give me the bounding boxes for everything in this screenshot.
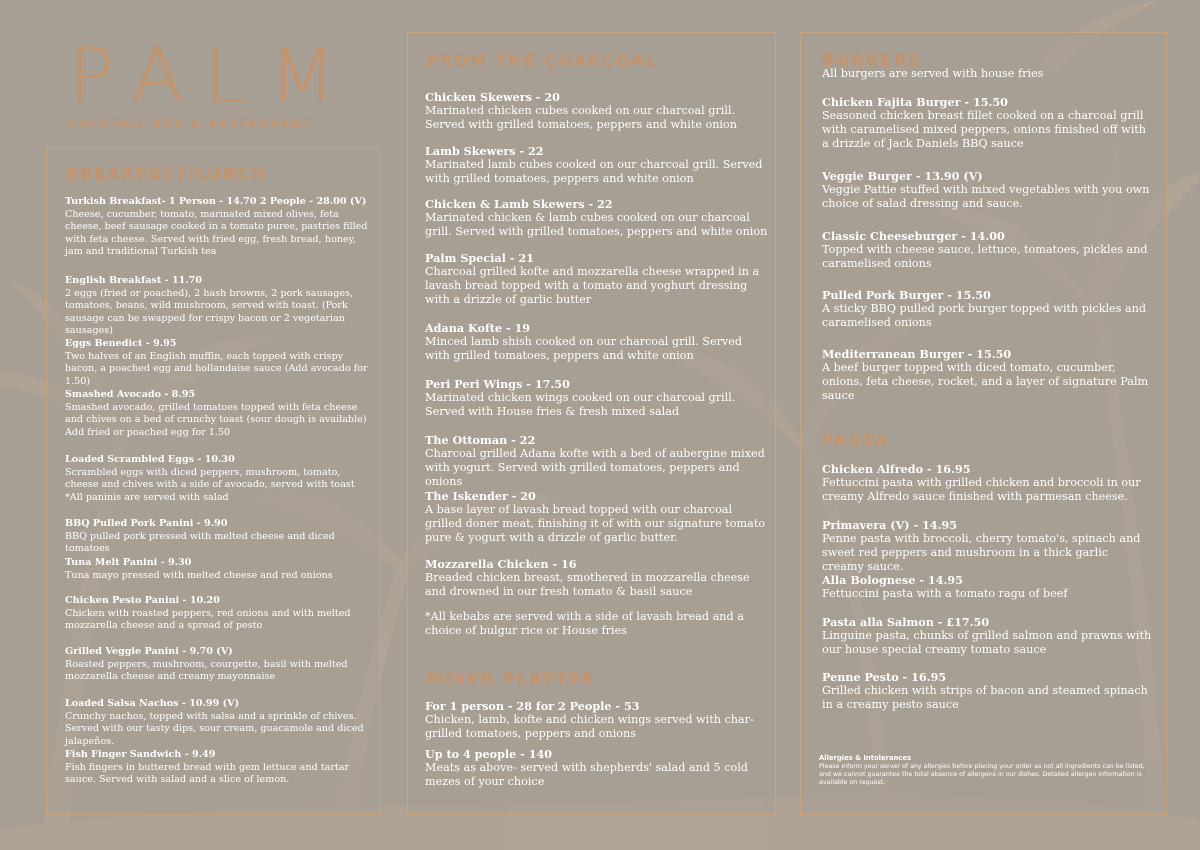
item-desc: Minced lamb shish cooked on our charcoal grill. Served with grilled tomatoes, peppers and white onion (425, 335, 743, 362)
menu-item (425, 699, 770, 741)
item-desc: Scrambled eggs with diced peppers, mushroom, tomato, cheese and chives with a side of avocado, served with toast *All paninis are served with salad (65, 466, 355, 503)
item-name: Lamb Skewers - 22 (425, 144, 544, 158)
item-name: Loaded Scrambled Eggs - 10.30 (65, 454, 235, 465)
item-desc: Smashed avocado, grilled tomatoes topped with feta cheese and chives on a bed of crunchy toast (sour dough is available) Add fried or poached egg for 1.50 (65, 401, 367, 438)
menu-item (822, 518, 1152, 574)
item-desc: Grilled chicken with strips of bacon and steamed spinach in a creamy pesto sauce (822, 684, 1148, 711)
item-desc: Marinated chicken wings cooked on our charcoal grill. Served with House fries & fresh mixed salad (425, 391, 736, 418)
menu-item (822, 670, 1152, 712)
item-name: Tuna Melt Panini - 9.30 (65, 557, 192, 568)
item-desc: A sticky BBQ pulled pork burger topped with pickles and caramelised onions (822, 302, 1147, 329)
item-desc: A base layer of lavash bread topped with our charcoal grilled doner meat, finishing it of with our signature tomato pure & yogurt with a drizzle of garlic butter. (425, 503, 766, 544)
item-name: Mediterranean Burger - 15.50 (822, 347, 1012, 361)
menu-item (822, 347, 1152, 403)
allergy-text: Please inform your server of any allergies before placing your order as not all ingredients can be listed, and we cannot guarantee the total absence of allergens in our dishes. Detailed allergen information is available on request. (819, 763, 1145, 786)
item-desc: Linguine pasta, chunks of grilled salmon and prawns with our house special creamy tomato sauce (822, 629, 1152, 656)
menu-item (822, 615, 1152, 657)
allergy-notice (819, 754, 1151, 787)
item-desc: Crunchy nachos, topped with salsa and a sprinkle of chives. Served with our tasty dips, sour cream, guacamole and diced jalapeños. (65, 710, 364, 747)
item-name: Classic Cheeseburger - 14.00 (822, 229, 1005, 243)
menu-item (425, 251, 770, 307)
item-desc: Veggie Pattie stuffed with mixed vegetables with you own choice of salad dressing and sauce. (822, 183, 1150, 210)
item-desc: 2 eggs (fried or poached), 2 hash browns, 2 pork sausages, tomatoes, beans, wild mushroom, served with toast. (Pork sausage can be swapped for crispy bacon or 2 vegetarian sausages) (65, 287, 354, 337)
item-name: Smashed Avocado - 8.95 (65, 389, 196, 400)
item-desc: Cheese, cucumber, tomato, marinated mixed olives, feta cheese, beef sausage cooked in a tomato puree, pastries filled with feta cheese. Served with fried egg, fresh bread, honey, jam and traditional Turkish tea (65, 208, 368, 258)
brand-logo (68, 31, 358, 130)
item-name: Turkish Breakfast- 1 Person - 14.70 2 People - 28.00 (V) (65, 196, 367, 207)
item-name: Mozzarella Chicken - 16 (425, 557, 577, 571)
item-name: The Ottoman - 22 (425, 433, 536, 447)
item-name: Chicken Skewers - 20 (425, 90, 560, 104)
menu-item (822, 95, 1152, 151)
menu-item (65, 338, 370, 388)
menu-item (425, 321, 770, 363)
item-name: Fish Finger Sandwich - 9.49 (65, 749, 216, 760)
item-desc: Marinated chicken & lamb cubes cooked on our charcoal grill. Served with grilled tomatoes, peppers and white onion (425, 211, 768, 238)
item-name: Chicken Fajita Burger - 15.50 (822, 95, 1008, 109)
item-desc: Penne pasta with broccoli, cherry tomato's, spinach and sweet red peppers and mushroom in a thick garlic creamy sauce. (822, 532, 1141, 573)
menu-item (425, 377, 770, 419)
item-desc: Marinated lamb cubes cooked on our charcoal grill. Served with grilled tomatoes, peppers and white onion (425, 158, 763, 185)
item-desc: Seasoned chicken breast fillet cooked on a charcoal grill with caramelised mixed peppers, onions finished off with a drizzle of Jack Daniels BBQ sauce (822, 109, 1146, 150)
item-desc: Marinated chicken cubes cooked on our charcoal grill. Served with grilled tomatoes, peppers and white onion (425, 104, 737, 131)
item-name: The Iskender - 20 (425, 489, 536, 503)
item-desc: Charcoal grilled Adana kofte with a bed of aubergine mixed with yogurt. Served with grilled tomatoes, peppers and onions (425, 447, 765, 488)
item-desc: Charcoal grilled kofte and mozzarella cheese wrapped in a lavash bread topped with a tomato and yoghurt dressing with a drizzle of garlic butter (425, 265, 760, 306)
item-name: Eggs Benedict - 9.95 (65, 338, 177, 349)
item-desc: A beef burger topped with diced tomato, cucumber, onions, feta cheese, rocket, and a layer of signature Palm sauce (822, 361, 1149, 402)
burgers-pasta-panel (800, 32, 1167, 815)
item-name: BBQ Pulled Pork Panini - 9.90 (65, 518, 228, 529)
menu-item (65, 595, 370, 633)
menu-item (65, 518, 370, 556)
burgers-subtitle: All burgers are served with house fries (822, 67, 1044, 80)
item-name: Peri Peri Wings - 17.50 (425, 377, 570, 391)
menu-item (65, 698, 370, 748)
item-name: Pasta alla Salmon - £17.50 (822, 615, 990, 629)
menu-item (65, 749, 370, 787)
brand-tagline: COCKTAIL BAR & RESTAURANT (68, 118, 313, 130)
item-name: Chicken Pesto Panini - 10.20 (65, 595, 220, 606)
item-desc: Two halves of an English muffin, each topped with crispy bacon, a poached egg and hollandaise sauce (Add avocado for 1.50) (65, 350, 368, 387)
item-name: Pulled Pork Burger - 15.50 (822, 288, 991, 302)
menu-item (425, 747, 770, 789)
item-name: Palm Special - 21 (425, 251, 534, 265)
menu-item (425, 144, 770, 186)
item-desc: Topped with cheese sauce, lettuce, tomatoes, pickles and caramelised onions (822, 243, 1148, 270)
menu-item (822, 462, 1152, 504)
item-name: English Breakfast - 11.70 (65, 275, 203, 286)
menu-item (65, 389, 370, 439)
charcoal-title: FROM THE CHARCOAL (427, 51, 658, 70)
allergy-title: Allergies & Intolerances (819, 754, 912, 762)
breakfast-panel (46, 147, 380, 815)
menu-item (65, 275, 370, 338)
item-desc: BBQ pulled pork pressed with melted cheese and diced tomatoes (65, 530, 335, 555)
menu-item (425, 433, 770, 489)
item-name: Up to 4 people - 140 (425, 747, 553, 761)
item-desc: Meats as above- served with shepherds' salad and 5 cold mezes of your choice (425, 761, 748, 788)
charcoal-panel (407, 32, 776, 815)
item-name: Adana Kofte - 19 (425, 321, 531, 335)
menu-item (822, 229, 1152, 271)
menu-item (65, 557, 370, 582)
menu-item (425, 90, 770, 132)
item-desc: Fettuccini pasta with grilled chicken and broccoli in our creamy Alfredo sauce finished with parmesan cheese. (822, 476, 1141, 503)
brand-name: PALM (68, 31, 357, 120)
item-desc: Tuna mayo pressed with melted cheese and red onions (65, 569, 333, 581)
item-desc: Chicken with roasted peppers, red onions and with melted mozzarella cheese and a spread of pesto (65, 607, 351, 632)
menu-item (822, 573, 1152, 601)
burgers-title: BURGERS (822, 50, 922, 69)
menu-item (65, 454, 370, 504)
pasta-title: PASTA (822, 431, 889, 450)
item-desc: Breaded chicken breast, smothered in mozzarella cheese and drowned in our fresh tomato & basil sauce (425, 571, 750, 598)
item-desc: Chicken, lamb, kofte and chicken wings served with char-grilled tomatoes, peppers and onions (425, 713, 754, 740)
item-desc: Fish fingers in buttered bread with gem lettuce and tartar sauce. Served with salad and a slice of lemon. (65, 761, 350, 786)
item-name: Primavera (V) - 14.95 (822, 518, 958, 532)
menu-item (822, 288, 1152, 330)
menu-item (65, 196, 370, 259)
platter-title: MIXED PLATTER (427, 669, 596, 688)
menu-item (822, 169, 1152, 211)
item-name: Chicken Alfredo - 16.95 (822, 462, 971, 476)
menu-item (425, 489, 770, 545)
menu-item (425, 197, 770, 239)
breakfast-title: BREAKFAST/LUNCH (66, 164, 268, 183)
item-name: Penne Pesto - 16.95 (822, 670, 947, 684)
item-name: Veggie Burger - 13.90 (V) (822, 169, 983, 183)
item-name: Alla Bolognese - 14.95 (822, 573, 963, 587)
menu-item (425, 557, 770, 599)
item-name: Loaded Salsa Nachos - 10.99 (V) (65, 698, 240, 709)
item-name: Chicken & Lamb Skewers - 22 (425, 197, 613, 211)
item-desc: Fettuccini pasta with a tomato ragu of beef (822, 587, 1068, 600)
kebab-note: *All kebabs are served with a side of lavash bread and a choice of bulgur rice or House fries (425, 610, 744, 637)
menu-item (65, 646, 370, 684)
item-name: For 1 person - 28 for 2 People - 53 (425, 699, 640, 713)
item-name: Grilled Veggie Panini - 9.70 (V) (65, 646, 233, 657)
item-desc: Roasted peppers, mushroom, courgette, basil with melted mozzarella cheese and creamy mayonnaise (65, 658, 348, 683)
